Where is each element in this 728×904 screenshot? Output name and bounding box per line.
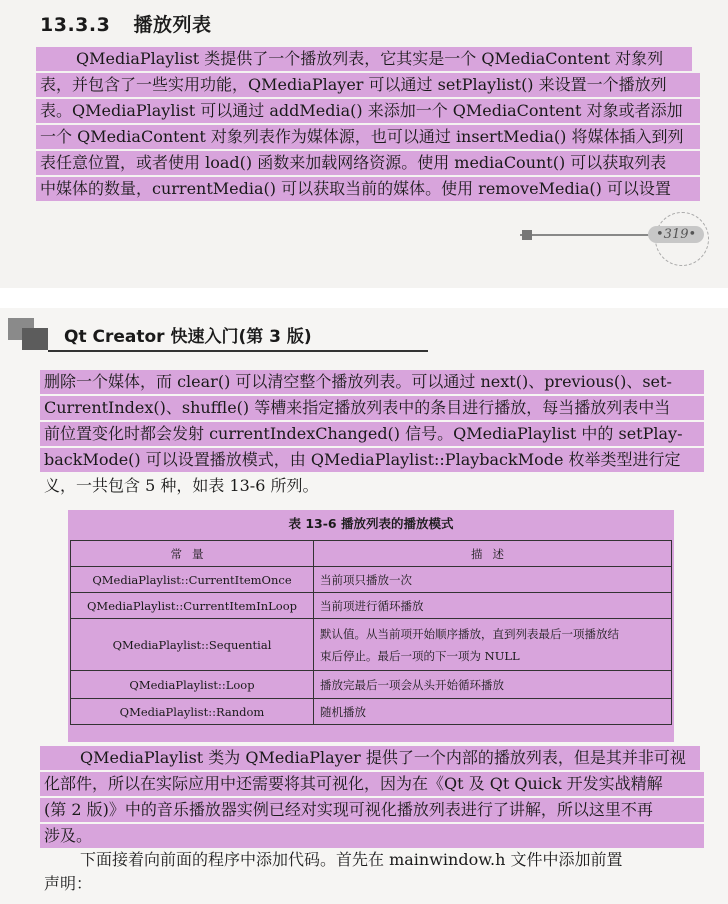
table-cell-desc: 播放完最后一项会从头开始循环播放 xyxy=(314,671,672,699)
para1-line-4: backMode() 可以设置播放模式，由 QMediaPlaylist::PlaybackMode 枚举类型进行定 xyxy=(40,448,704,472)
table-row xyxy=(71,671,672,699)
section-title: 播放列表 xyxy=(133,14,212,36)
page-number-square xyxy=(522,230,532,240)
table-cell-constant: QMediaPlaylist::Loop xyxy=(71,671,314,699)
table-cell-constant: QMediaPlaylist::CurrentItemInLoop xyxy=(71,593,314,619)
table-cell-constant: QMediaPlaylist::Random xyxy=(71,699,314,725)
bottom-page xyxy=(0,308,728,904)
top-page xyxy=(0,0,728,288)
para3-line-1: 下面接着向前面的程序中添加代码。首先在 mainwindow.h 文件中添加前置 xyxy=(80,850,623,869)
table-13-6 xyxy=(68,510,674,742)
top-line-4: 一个 QMediaContent 对象列表作为媒体源，也可以通过 insertMedia() 将媒体插入到列 xyxy=(36,125,700,149)
top-line-6: 中媒体的数量，currentMedia() 可以获取当前的媒体。使用 removeMedia() 可以设置 xyxy=(36,177,700,201)
top-line-2: 表，并包含了一些实用功能，QMediaPlayer 可以通过 setPlaylist() 来设置一个播放列 xyxy=(36,73,700,97)
table-caption: 表 13-6 播放列表的播放模式 xyxy=(288,516,454,531)
para2-line-1: QMediaPlaylist 类为 QMediaPlayer 提供了一个内部的播放列表，但是其并非可视 xyxy=(40,746,700,770)
para1-line-2: CurrentIndex()、shuffle() 等槽来指定播放列表中的条目进行播放，每当播放列表中当 xyxy=(40,396,704,420)
table-row xyxy=(71,699,672,725)
header-rule xyxy=(48,350,428,352)
para2-line-2: 化部件，所以在实际应用中还需要将其可视化，因为在《Qt 及 Qt Quick 开发实战精解 xyxy=(40,772,704,796)
para3-line-2: 声明： xyxy=(44,874,93,893)
para1-line-1: 删除一个媒体，而 clear() 可以清空整个播放列表。可以通过 next()、previous()、set- xyxy=(40,370,704,394)
top-line-5: 表任意位置，或者使用 load() 函数来加载网络资源。使用 mediaCount() 可以获取列表 xyxy=(36,151,700,175)
para1-line-3: 前位置变化时都会发射 currentIndexChanged() 信号。QMediaPlaylist 中的 setPlay- xyxy=(40,422,704,446)
page-number: •319• xyxy=(648,226,704,243)
table-row xyxy=(71,619,672,671)
section-heading xyxy=(40,10,211,37)
page-number-rule xyxy=(520,234,650,236)
running-header: Qt Creator 快速入门(第 3 版) xyxy=(64,327,312,347)
playback-mode-table xyxy=(70,540,672,725)
table-cell-desc xyxy=(314,619,672,671)
header-description: 描述 xyxy=(314,541,672,567)
table-cell-constant: QMediaPlaylist::Sequential xyxy=(71,619,314,671)
table-cell-desc: 随机播放 xyxy=(314,699,672,725)
table-cell-desc-line-2: 束后停止。最后一项的下一项为 NULL xyxy=(320,648,520,663)
page-gap xyxy=(0,288,728,308)
table-cell-desc: 当前项进行循环播放 xyxy=(314,593,672,619)
top-line-1: QMediaPlaylist 类提供了一个播放列表，它其实是一个 QMediaContent 对象列 xyxy=(36,47,692,71)
table-cell-desc: 当前项只播放一次 xyxy=(314,567,672,593)
top-line-3: 表。QMediaPlaylist 可以通过 addMedia() 来添加一个 QMediaContent 对象或者添加 xyxy=(36,99,700,123)
section-number: 13.3.3 xyxy=(40,14,111,36)
table-row xyxy=(71,593,672,619)
header-constant: 常量 xyxy=(71,541,314,567)
table-row xyxy=(71,567,672,593)
table-cell-constant: QMediaPlaylist::CurrentItemOnce xyxy=(71,567,314,593)
header-square-icon-2 xyxy=(22,328,48,350)
table-cell-desc-line-1: 默认值。从当前项开始顺序播放，直到列表最后一项播放结 xyxy=(320,626,619,641)
para2-line-3: (第 2 版)》中的音乐播放器实例已经对实现可视化播放列表进行了讲解，所以这里不再 xyxy=(40,798,704,822)
para1-line-5: 义，一共包含 5 种，如表 13-6 所列。 xyxy=(44,476,319,495)
table-header-row xyxy=(71,541,672,567)
para2-line-4: 涉及。 xyxy=(40,824,704,848)
